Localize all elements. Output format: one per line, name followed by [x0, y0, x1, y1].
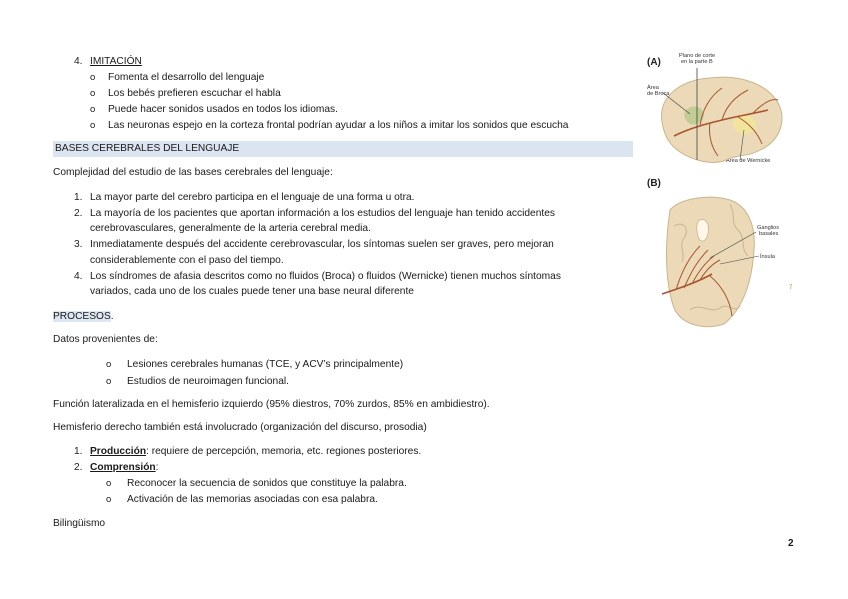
list-number: 2.: [74, 462, 83, 473]
bases-item-2-line-1: La mayoría de los pacientes que aportan información a los estudios del lenguaje han tenido accidentes: [90, 208, 555, 219]
bullet-marker: o: [106, 359, 112, 370]
bases-item-4-line-1: Los síndromes de afasia descritos como no fluidos (Broca) o fluidos (Wernicke) tienen muchos síntomas: [90, 271, 561, 282]
produccion-label: Producción: [90, 446, 147, 457]
hemisphere-outline: [667, 197, 755, 326]
list-number: 1.: [74, 446, 83, 457]
datos-label: Datos provenientes de:: [53, 334, 158, 345]
produccion-text: : requiere de percepción, memoria, etc. regiones posteriores.: [146, 446, 422, 457]
bullet-marker: o: [106, 376, 112, 387]
bullet-marker: o: [90, 72, 96, 83]
bullet-marker: o: [90, 120, 96, 131]
list-number: 3.: [74, 239, 83, 250]
figure-label-b: (B): [647, 178, 661, 189]
bullet-marker: o: [106, 478, 112, 489]
imitacion-bullet-3: Puede hacer sonidos usados en todos los idiomas.: [108, 104, 338, 115]
bilinguismo: Bilingüismo: [53, 518, 106, 529]
figure-side-mark: 7: [789, 285, 793, 291]
imitacion-bullet-1: Fomenta el desarrollo del lenguaje: [108, 72, 265, 83]
procesos-heading-suffix: .: [110, 311, 114, 322]
bases-item-1-line-1: La mayor parte del cerebro participa en el lenguaje de una forma u otra.: [90, 192, 415, 203]
imitacion-bullet-2: Los bebés prefieren escuchar el habla: [108, 88, 281, 99]
ganglios-label-1: Ganglios: [757, 225, 780, 231]
datos-item-2: Estudios de neuroimagen funcional.: [127, 376, 289, 387]
bullet-marker: o: [106, 494, 112, 505]
plano-label-1: Plano de corte: [679, 53, 716, 59]
list-number: 4.: [74, 271, 83, 282]
hemisferio-derecho: Hemisferio derecho también está involucrado (organización del discurso, prosodia): [53, 422, 427, 433]
datos-item-1: Lesiones cerebrales humanas (TCE, y ACV’s principalmente): [127, 359, 404, 370]
bases-item-3-line-1: Inmediatamente después del accidente cerebrovascular, los síntomas suelen ser graves, pero mejoran: [90, 239, 554, 250]
bases-heading: BASES CEREBRALES DEL LENGUAJE: [55, 143, 240, 154]
bullet-marker: o: [90, 88, 96, 99]
bases-intro: Complejidad del estudio de las bases cerebrales del lenguaje:: [53, 167, 333, 178]
produccion-line: [90, 446, 421, 457]
section-4-number: 4.: [74, 56, 83, 67]
broca-label-2: de Broca: [647, 91, 670, 97]
comprension-label: Comprensión: [90, 462, 156, 473]
comprension-item-2: Activación de las memorias asociadas con esa palabra.: [127, 494, 378, 505]
procesos-heading-line: [53, 311, 114, 322]
wernicke-label: Área de Wernicke: [726, 158, 771, 164]
broca-label-1: Área: [647, 85, 659, 91]
bases-item-4-line-2: variados, cada uno de los cuales puede tener una base neural diferente: [90, 286, 414, 297]
section-4-title: IMITACIÓN: [90, 56, 142, 67]
list-number: 1.: [74, 192, 83, 203]
comprension-item-1: Reconocer la secuencia de sonidos que constituye la palabra.: [127, 478, 407, 489]
comprension-line: [90, 462, 159, 473]
bases-item-3-line-2: considerablemente con el paso del tiempo.: [90, 255, 284, 266]
list-number: 2.: [74, 208, 83, 219]
procesos-heading: PROCESOS: [53, 311, 111, 322]
funcion-lateralizada: Función lateralizada en el hemisferio izquierdo (95% diestros, 70% zurdos, 85% en ambidiestro).: [53, 399, 490, 410]
imitacion-bullet-4: Las neuronas espejo en la corteza frontal podrían ayudar a los niños a imitar los sonidos que escucha: [108, 120, 569, 131]
ventricle: [697, 220, 709, 241]
bullet-marker: o: [90, 104, 96, 115]
page-number: 2: [788, 538, 794, 549]
comprension-text: :: [155, 462, 159, 473]
bases-heading-bar: [53, 141, 633, 157]
plano-label-2: en la parte B: [681, 59, 713, 65]
ganglios-label-2: basales: [759, 231, 779, 237]
figure-label-a: (A): [647, 57, 661, 68]
brain-lateral-figure: [640, 62, 790, 172]
bases-item-2-line-2: cerebrovasculares, generalmente de la arteria cerebral media.: [90, 223, 371, 234]
insula-label: Ínsula: [760, 254, 775, 260]
brain-coronal-figure: [660, 190, 760, 330]
